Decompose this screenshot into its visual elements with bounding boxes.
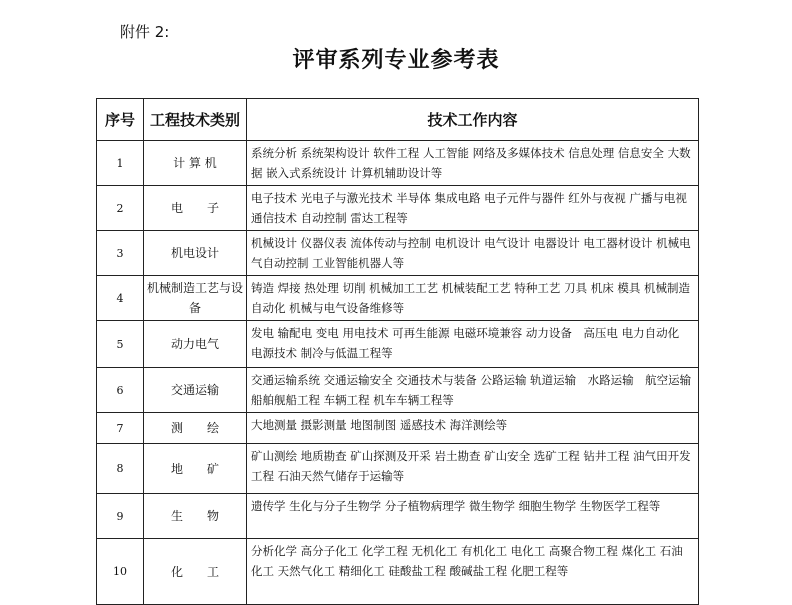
row-category: 计 算 机 <box>144 141 247 186</box>
page-title: 评审系列专业参考表 <box>292 48 500 73</box>
row-number: 2 <box>97 186 144 231</box>
row-content: 矿山测绘 地质勘查 矿山探测及开采 岩土勘查 矿山安全 选矿工程 钻井工程 油气田开发工程 石油天然气储存于运输等 <box>247 444 699 494</box>
table-row <box>97 444 699 494</box>
row-content: 遗传学 生化与分子生物学 分子植物病理学 微生物学 细胞生物学 生物医学工程等 <box>247 494 699 539</box>
table-row <box>97 231 699 276</box>
row-number: 9 <box>97 494 144 539</box>
reference-table <box>96 98 699 605</box>
row-category: 动力电气 <box>144 321 247 368</box>
table-row <box>97 321 699 368</box>
row-number: 5 <box>97 321 144 368</box>
row-number: 1 <box>97 141 144 186</box>
row-category: 交通运输 <box>144 368 247 413</box>
row-category: 机械制造工艺与设备 <box>144 276 247 321</box>
row-content: 大地测量 摄影测量 地图制图 遥感技术 海洋测绘等 <box>247 413 699 444</box>
table-row <box>97 413 699 444</box>
row-category: 生 物 <box>144 494 247 539</box>
row-content: 发电 输配电 变电 用电技术 可再生能源 电磁环境兼容 动力设备 高压电 电力自动化 电源技术 制冷与低温工程等 <box>247 321 699 368</box>
row-category: 测 绘 <box>144 413 247 444</box>
attachment-label: 附件 2: <box>120 23 170 41</box>
row-content: 机械设计 仪器仪表 流体传动与控制 电机设计 电气设计 电器设计 电工器材设计 机械电气自动控制 工业智能机器人等 <box>247 231 699 276</box>
table-header-row <box>97 99 699 141</box>
row-category: 电 子 <box>144 186 247 231</box>
row-number: 8 <box>97 444 144 494</box>
row-number: 3 <box>97 231 144 276</box>
row-number: 10 <box>97 539 144 605</box>
row-content: 交通运输系统 交通运输安全 交通技术与装备 公路运输 轨道运输 水路运输 航空运输 船舶舰船工程 车辆工程 机车车辆工程等 <box>247 368 699 413</box>
table-row <box>97 186 699 231</box>
table-row <box>97 539 699 605</box>
table-row <box>97 276 699 321</box>
column-header-category: 工程技术类别 <box>144 99 247 141</box>
row-category: 地 矿 <box>144 444 247 494</box>
row-number: 7 <box>97 413 144 444</box>
row-content: 系统分析 系统架构设计 软件工程 人工智能 网络及多媒体技术 信息处理 信息安全 大数据 嵌入式系统设计 计算机辅助设计等 <box>247 141 699 186</box>
column-header-content: 技术工作内容 <box>247 99 699 141</box>
row-category: 机电设计 <box>144 231 247 276</box>
row-content: 分析化学 高分子化工 化学工程 无机化工 有机化工 电化工 高聚合物工程 煤化工 石油化工 天然气化工 精细化工 硅酸盐工程 酸碱盐工程 化肥工程等 <box>247 539 699 605</box>
row-number: 4 <box>97 276 144 321</box>
row-number: 6 <box>97 368 144 413</box>
row-category: 化 工 <box>144 539 247 605</box>
row-content: 电子技术 光电子与激光技术 半导体 集成电路 电子元件与器件 红外与夜视 广播与电视 通信技术 自动控制 雷达工程等 <box>247 186 699 231</box>
table-row <box>97 141 699 186</box>
column-header-no: 序号 <box>97 99 144 141</box>
row-content: 铸造 焊接 热处理 切削 机械加工工艺 机械装配工艺 特种工艺 刀具 机床 模具 机械制造自动化 机械与电气设备维修等 <box>247 276 699 321</box>
reference-table-container <box>96 98 698 605</box>
table-row <box>97 368 699 413</box>
table-row <box>97 494 699 539</box>
